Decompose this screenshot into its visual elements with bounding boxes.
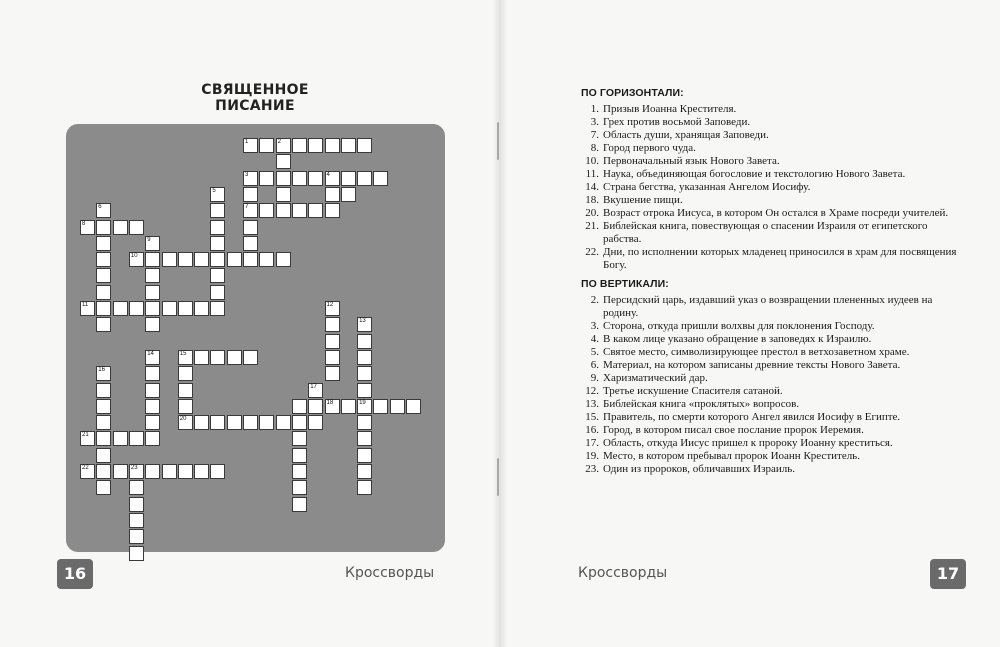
crossword-cell (357, 138, 372, 153)
crossword-cell (145, 350, 160, 365)
clue-text: Место, в котором пребывал пророк Иоанн Креститель. (603, 450, 860, 462)
clue-number: 7. (590, 129, 599, 141)
down-heading: ПО ВЕРТИКАЛИ: (581, 278, 669, 290)
crossword-cell (210, 187, 225, 202)
crossword-cell (129, 546, 144, 561)
clue-text: Грех против восьмой Заповеди. (603, 116, 751, 128)
clue-item (581, 207, 959, 220)
crossword-cell (96, 285, 111, 300)
cell-number: 12 (326, 302, 334, 308)
cell-number: 20 (179, 416, 187, 423)
crossword-cell (145, 252, 160, 267)
crossword-cell (276, 154, 291, 169)
crossword-cell (227, 350, 242, 365)
clue-text: Вкушение пищи. (603, 194, 683, 206)
crossword-cell (129, 529, 144, 544)
clue-text: Правитель, по смерти которого Ангел явился Иосифу в Египте. (603, 411, 901, 423)
crossword-cell (341, 187, 356, 202)
clue-text: Харизматический дар. (603, 372, 708, 384)
clue-text: Святое место, символизирующее престол в ветхозаветном храме. (603, 346, 910, 358)
clue-item (581, 372, 959, 385)
crossword-cell (96, 415, 111, 430)
staple-bottom (497, 458, 499, 496)
crossword-cell (325, 317, 340, 332)
crossword-cell (145, 268, 160, 283)
crossword-cell (341, 138, 356, 153)
crossword-cell (129, 252, 144, 267)
crossword-cell (129, 220, 144, 235)
cell-number: 4 (326, 171, 330, 178)
crossword-cell (325, 171, 340, 186)
crossword-cell (145, 285, 160, 300)
crossword-cell (292, 464, 307, 479)
crossword-cell (145, 366, 160, 381)
crossword-cell (113, 301, 128, 316)
crossword-cell (243, 187, 258, 202)
crossword-cell (80, 301, 95, 316)
crossword-cell (129, 301, 144, 316)
crossword-cell (357, 448, 372, 463)
crossword-cell (325, 334, 340, 349)
clue-number: 3. (590, 116, 599, 128)
clue-number: 10. (585, 155, 599, 167)
crossword-cell (243, 350, 258, 365)
clue-number: 4. (590, 333, 599, 345)
crossword-cell (162, 464, 177, 479)
across-heading: ПО ГОРИЗОНТАЛИ: (581, 87, 684, 99)
crossword-cell (341, 399, 356, 414)
page-number-right: 17 (930, 559, 966, 589)
crossword-cell (276, 187, 291, 202)
crossword-cell (96, 480, 111, 495)
crossword-cell (194, 415, 209, 430)
crossword-cell (373, 171, 388, 186)
crossword-cell (357, 171, 372, 186)
crossword-cell (308, 138, 323, 153)
crossword-cell (210, 252, 225, 267)
crossword-cell (210, 285, 225, 300)
cell-number: 23 (130, 465, 138, 471)
clue-number: 18. (585, 194, 599, 206)
crossword-cell (210, 464, 225, 479)
crossword-cell (162, 301, 177, 316)
clue-number: 2. (590, 294, 599, 306)
clue-item (581, 346, 959, 359)
crossword-cell (325, 203, 340, 218)
crossword-cell (292, 497, 307, 512)
clue-number: 12. (585, 385, 599, 397)
clue-number: 15. (585, 411, 599, 423)
clue-number: 22. (585, 246, 599, 258)
clue-text: Сторона, откуда пришли волхвы для поклонения Господу. (603, 320, 875, 332)
crossword-cell (292, 415, 307, 430)
crossword-cell (276, 203, 291, 218)
clue-text: Возраст отрока Иисуса, в котором Он остался в Храме посреди учителей. (603, 207, 949, 219)
crossword-cell (96, 317, 111, 332)
down-clue-list (581, 294, 959, 476)
clue-item (581, 359, 959, 372)
clue-number: 17. (585, 437, 599, 449)
clue-item (581, 411, 959, 424)
clue-number: 16. (585, 424, 599, 436)
crossword-cell (145, 383, 160, 398)
crossword-cell (243, 203, 258, 218)
clue-item (581, 103, 959, 116)
crossword-cell (96, 431, 111, 446)
crossword-cell (259, 415, 274, 430)
crossword-cell (292, 480, 307, 495)
cell-number: 16 (98, 367, 105, 374)
crossword-cell (308, 415, 323, 430)
crossword-cell (210, 415, 225, 430)
clue-number: 9. (590, 372, 599, 384)
clue-text: Один из пророков, обличавших Израиль. (603, 463, 795, 475)
crossword-cell (276, 415, 291, 430)
crossword-cell (292, 138, 307, 153)
crossword-cell (129, 464, 144, 479)
clue-text: Первоначальный язык Нового Завета. (603, 155, 780, 167)
clue-item (581, 155, 959, 168)
cell-number: 3 (245, 171, 249, 178)
crossword-cell (227, 415, 242, 430)
clue-item (581, 220, 959, 246)
crossword-cell (243, 236, 258, 251)
clue-number: 8. (590, 142, 599, 154)
crossword-cell (357, 366, 372, 381)
cell-number: 7 (245, 204, 249, 211)
cell-number: 9 (147, 236, 151, 243)
crossword-cell (357, 317, 372, 332)
clue-item (581, 294, 959, 320)
crossword-cell (357, 350, 372, 365)
crossword-cell (210, 220, 225, 235)
clue-item (581, 116, 959, 129)
clue-text: Персидский царь, издавший указ о возвращении плененных иудеев на родину. (603, 294, 933, 319)
crossword-cell (276, 171, 291, 186)
clue-number: 19. (585, 450, 599, 462)
crossword-cell (357, 464, 372, 479)
crossword-cell (308, 383, 323, 398)
crossword-cell (308, 399, 323, 414)
clue-text: Третье искушение Спасителя сатаной. (603, 385, 783, 397)
crossword-cell (145, 464, 160, 479)
book-gutter (492, 0, 508, 647)
clue-text: Область, откуда Иисус пришел к пророку Иоанну креститься. (603, 437, 893, 449)
crossword-cell (390, 399, 405, 414)
crossword-cell (145, 301, 160, 316)
clue-item (581, 181, 959, 194)
crossword-cell (243, 138, 258, 153)
clue-item (581, 333, 959, 346)
clues-panel (581, 87, 959, 476)
cell-number: 5 (212, 187, 216, 194)
clue-text: Призыв Иоанна Крестителя. (603, 103, 737, 115)
crossword-cell (292, 171, 307, 186)
crossword-cell (357, 431, 372, 446)
clue-number: 11. (585, 168, 599, 180)
crossword-cell (113, 431, 128, 446)
clue-number: 14. (585, 181, 599, 193)
clue-text: Библейская книга, повествующая о спасении Израиля от египетского рабства. (603, 220, 928, 245)
cell-number: 6 (98, 204, 102, 211)
crossword-cell (276, 252, 291, 267)
clue-item (581, 437, 959, 450)
crossword-cell (145, 317, 160, 332)
running-title-left: Кроссворды (345, 565, 435, 581)
clue-item (581, 194, 959, 207)
clue-number: 3. (590, 320, 599, 332)
clue-text: Библейская книга «проклятых» вопросов. (603, 398, 800, 410)
crossword-cell (406, 399, 421, 414)
cell-number: 21 (82, 432, 89, 439)
across-clue-list (581, 103, 959, 272)
clue-item (581, 424, 959, 437)
clue-item (581, 450, 959, 463)
clue-text: Город, в котором писал свое послание пророк Иеремия. (603, 424, 864, 436)
clue-text: Материал, на котором записаны древние тексты Нового Завета. (603, 359, 901, 371)
crossword-cell (243, 252, 258, 267)
cell-number: 8 (82, 220, 86, 227)
crossword-cell (325, 187, 340, 202)
crossword-cell (325, 350, 340, 365)
crossword-cell (113, 464, 128, 479)
crossword-cell (145, 399, 160, 414)
crossword-cell (178, 464, 193, 479)
crossword-cell (210, 350, 225, 365)
crossword-cell (178, 366, 193, 381)
crossword-cell (178, 350, 193, 365)
cell-number: 1 (245, 139, 249, 145)
crossword-cell (145, 236, 160, 251)
cell-number: 10 (130, 253, 138, 260)
crossword-cell (357, 383, 372, 398)
crossword-cell (325, 366, 340, 381)
crossword-cell (341, 171, 356, 186)
crossword-cell (96, 220, 111, 235)
crossword-cell (292, 431, 307, 446)
staple-top (497, 122, 499, 160)
crossword-cell (194, 252, 209, 267)
crossword-cell (178, 252, 193, 267)
crossword-cell (210, 203, 225, 218)
crossword-cell (210, 268, 225, 283)
crossword-cell (259, 138, 274, 153)
crossword-cell (80, 464, 95, 479)
crossword-cell (96, 252, 111, 267)
crossword-cell (96, 236, 111, 251)
crossword-cell (357, 399, 372, 414)
crossword-cell (96, 448, 111, 463)
clue-item (581, 385, 959, 398)
crossword-cell (243, 220, 258, 235)
crossword-cell (145, 415, 160, 430)
crossword-grid (66, 124, 445, 552)
page-title: СВЯЩЕННОЕ ПИСАНИЕ (201, 82, 309, 114)
clue-item (581, 398, 959, 411)
crossword-cell (357, 334, 372, 349)
crossword-cell (96, 268, 111, 283)
cell-number: 13 (359, 318, 366, 325)
crossword-cell (194, 464, 209, 479)
crossword-cell (80, 431, 95, 446)
clue-text: В каком лице указано обращение в заповедях к Израилю. (603, 333, 872, 345)
crossword-cell (145, 431, 160, 446)
crossword-cell (113, 220, 128, 235)
clue-item (581, 168, 959, 181)
crossword-cell (292, 203, 307, 218)
crossword-cell (178, 383, 193, 398)
clue-text: Дни, по исполнении которых младенец приносился в храм для посвящения Богу. (603, 246, 957, 271)
clue-text: Город первого чуда. (603, 142, 696, 154)
crossword-cell (292, 448, 307, 463)
crossword-cell (96, 301, 111, 316)
crossword-cell (259, 252, 274, 267)
crossword-cell (129, 497, 144, 512)
cell-number: 2 (277, 139, 281, 145)
cell-number: 15 (179, 350, 187, 357)
crossword-cell (178, 301, 193, 316)
crossword-cell (227, 252, 242, 267)
cell-number: 11 (82, 302, 89, 308)
clue-number: 20. (585, 207, 599, 219)
clue-text: Область души, хранящая Заповеди. (603, 129, 769, 141)
crossword-cell (96, 383, 111, 398)
crossword-cell (129, 513, 144, 528)
clue-text: Наука, объединяющая богословие и текстологию Нового Завета. (603, 168, 906, 180)
crossword-cell (96, 399, 111, 414)
crossword-cell (325, 138, 340, 153)
crossword-cell (308, 171, 323, 186)
crossword-cell (162, 252, 177, 267)
cell-number: 22 (82, 465, 89, 471)
crossword-cell (292, 399, 307, 414)
crossword-cell (178, 415, 193, 430)
crossword-cell (129, 431, 144, 446)
page-number-left: 16 (57, 559, 93, 589)
crossword-cell (194, 301, 209, 316)
crossword-cell (129, 480, 144, 495)
clue-item (581, 142, 959, 155)
clue-number: 21. (585, 220, 599, 232)
clue-item (581, 246, 959, 272)
crossword-cell (194, 350, 209, 365)
crossword-cell (243, 171, 258, 186)
crossword-cell (325, 301, 340, 316)
crossword-cell (96, 203, 111, 218)
crossword-cell (259, 203, 274, 218)
cell-number: 17 (310, 383, 317, 390)
clue-number: 23. (585, 463, 599, 475)
crossword-cell (259, 171, 274, 186)
crossword-cell (96, 464, 111, 479)
clue-item (581, 320, 959, 333)
crossword-cell (210, 236, 225, 251)
crossword-cell (357, 480, 372, 495)
cell-number: 14 (147, 350, 154, 357)
clue-number: 6. (590, 359, 599, 371)
crossword-cell (373, 399, 388, 414)
clue-item (581, 463, 959, 476)
crossword-cell (325, 399, 340, 414)
clue-number: 13. (585, 398, 599, 410)
clue-number: 5. (590, 346, 599, 358)
cell-number: 19 (359, 399, 366, 406)
clue-number: 1. (590, 103, 599, 115)
crossword-cell (80, 220, 95, 235)
cell-number: 18 (326, 399, 334, 406)
crossword-cell (96, 366, 111, 381)
running-title-right: Кроссворды (578, 565, 668, 581)
crossword-cell (357, 415, 372, 430)
crossword-cell (178, 399, 193, 414)
crossword-cell (210, 301, 225, 316)
crossword-cell (308, 203, 323, 218)
clue-text: Страна бегства, указанная Ангелом Иосифу. (603, 181, 811, 193)
crossword-cell (243, 415, 258, 430)
clue-item (581, 129, 959, 142)
crossword-cell (276, 138, 291, 153)
